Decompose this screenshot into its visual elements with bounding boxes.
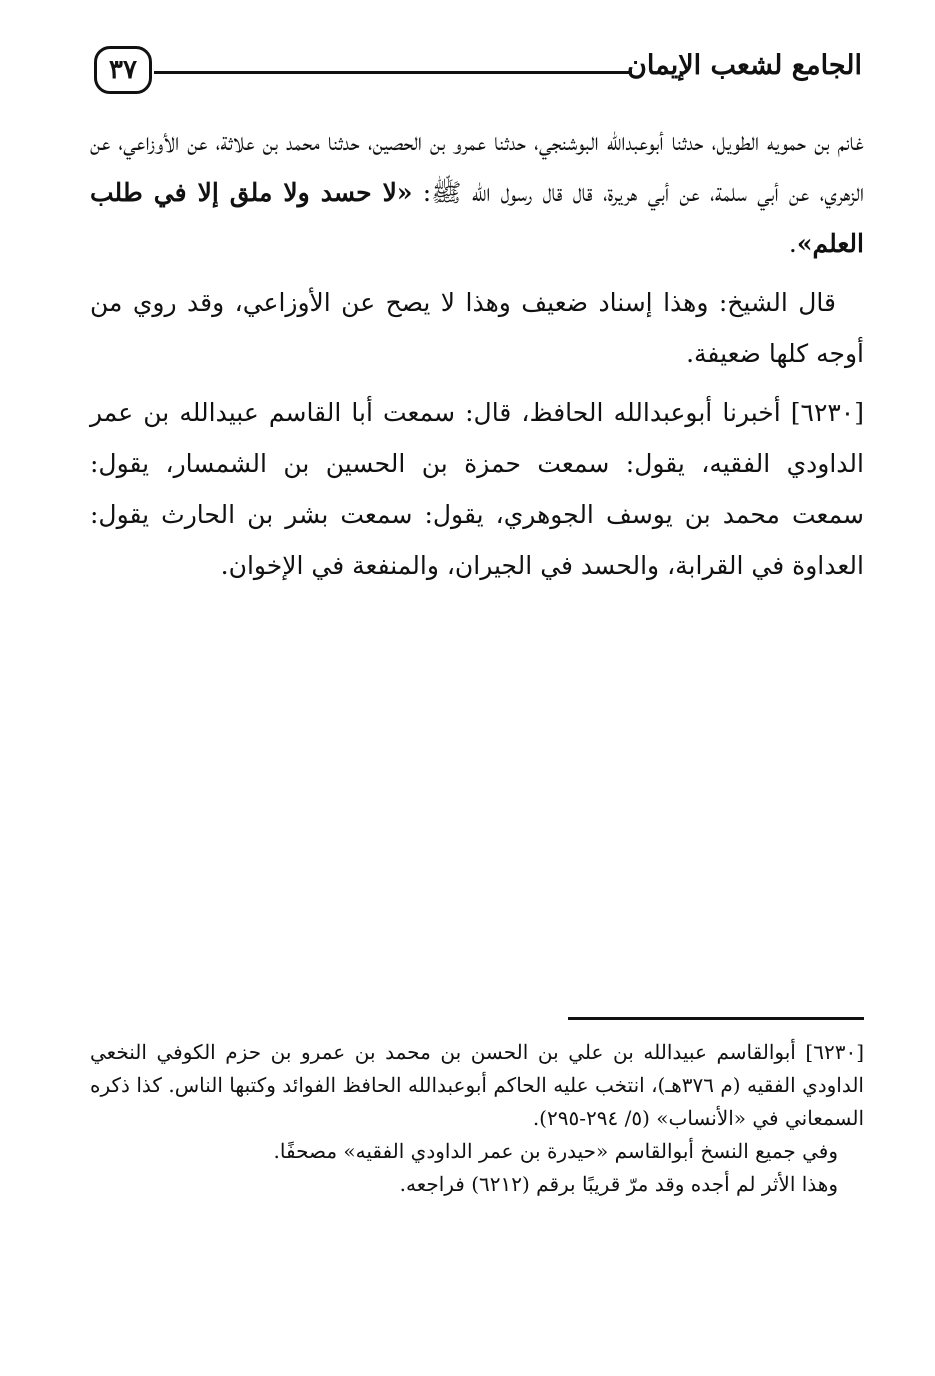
footnote-separator [568, 1017, 864, 1020]
page-header [90, 44, 868, 100]
page-number: ٣٧ [94, 46, 152, 94]
isnad-line-3: رسول الله ﷺ: [412, 178, 533, 207]
hadith-text: «لا حسد ولا ملق إلا في طلب العلم» [90, 178, 864, 258]
hadith-end: . [788, 229, 797, 258]
header-rule [154, 71, 632, 74]
paragraph-athar-6230: [٦٢٣٠] أخبرنا أبوعبدالله الحافظ، قال: سمعت أبا القاسم عبيدالله بن عمر الداودي الفقيه، يقول: سمعت حمزة بن الحسين بن الشمسار، يقول: سمعت محمد بن يوسف الجوهري، يقول: سمعت بشر بن الحارث يقول: العداوة في القرابة، والحسد في الجيران، والمنفعة في الإخوان. [90, 398, 864, 580]
paragraph-sheikh-comment: قال الشيخ: وهذا إسناد ضعيف وهذا لا يصح عن الأوزاعي، وقد روي من أوجه كلها ضعيفة. [90, 288, 864, 368]
running-title: الجامع لشعب الإيمان [627, 50, 862, 81]
footnote-note-reference: وهذا الأثر لم أجده وقد مرّ قريبًا برقم (٦٢١٢) فراجعه. [399, 1172, 838, 1196]
paragraph-isnad [90, 116, 864, 269]
footnote-note-manuscripts: وفي جميع النسخ أبوالقاسم «حيدرة بن عمر الداودي الفقيه» مصحفًا. [273, 1139, 838, 1163]
footnote-6230: [٦٢٣٠] أبوالقاسم عبيدالله بن علي بن الحسن بن محمد بن عمرو بن حزم الكوفي النخعي الداودي الفقيه (م ٣٧٦هـ)، انتخب عليه الحاكم أبوعبدالله الحافظ الفوائد وكتبها الناس. كذا ذكره السمعاني في «الأنساب» (٥/ ٢٩٤-٢٩٥). [90, 1040, 864, 1130]
footnotes [90, 1036, 864, 1201]
isnad-line-1: غانم بن حمويه الطويل، حدثنا أبوعبدالله البوشنجي، حدثنا عمرو بن الحصين، حدثنا [327, 127, 864, 156]
main-text [90, 116, 864, 599]
isnad-line-2: محمد بن علاثة، عن الأوزاعي، عن الزهري، عن أبي سلمة، عن أبي هريرة، قال قال [90, 127, 865, 207]
